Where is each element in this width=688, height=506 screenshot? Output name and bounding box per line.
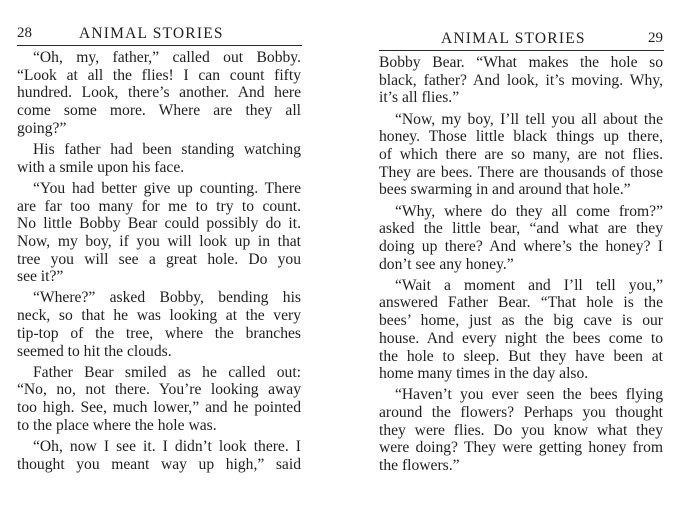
text-line: bees swarming in and around that hole.” — [379, 181, 631, 199]
text-line: were doing? They were getting honey from — [379, 439, 663, 457]
text-line: going?” — [17, 119, 67, 137]
paragraph — [379, 54, 663, 107]
text-line: home many times in the day also. — [379, 365, 589, 383]
text-line: are far too many for me to try to count. — [17, 197, 301, 215]
text-line: black, father? And look, it’s moving. Why, — [379, 71, 663, 89]
text-line: His father had been standing watching — [33, 140, 301, 158]
running-title: ANIMAL STORIES — [441, 30, 586, 47]
running-title: ANIMAL STORIES — [79, 25, 224, 42]
right-page — [344, 0, 688, 506]
text-line: see it?” — [17, 268, 64, 286]
text-line: “Wait a moment and I’ll tell you,” — [395, 276, 663, 294]
paragraph — [379, 203, 663, 274]
text-line: don’t see any honey.” — [379, 255, 514, 273]
text-line: “Why, where do they all come from?” — [395, 202, 663, 220]
paragraph — [17, 364, 301, 435]
text-line: Bobby Bear. “What makes the hole so — [379, 54, 663, 71]
page-header — [379, 30, 663, 48]
header-rule — [17, 45, 302, 46]
text-line: of which there are so many, are not flies. — [379, 145, 663, 163]
text-line: “No, no, not there. You’re looking away — [17, 381, 301, 399]
paragraph — [17, 289, 301, 360]
text-line: around the flowers? Perhaps you thought — [379, 404, 663, 422]
paragraph — [17, 49, 301, 137]
text-line: “You had better give up counting. There — [33, 179, 301, 197]
text-line: They are bees. There are thousands of those — [379, 163, 663, 181]
text-line: with a smile upon his face. — [17, 158, 185, 176]
paragraph — [17, 438, 301, 473]
text-line: neck, so that he was looking at the very — [17, 307, 301, 325]
text-line: tree you will see a great hole. Do you — [17, 250, 301, 268]
text-line: bees’ home, just as the big cave is our — [379, 312, 663, 330]
text-line: “Oh, my, father,” called out Bobby. — [33, 49, 301, 66]
text-line: house. And every night the bees come to — [379, 329, 663, 347]
text-line: “Haven’t you ever seen the bees flying — [395, 386, 663, 404]
text-line: Now, my boy, if you will look up in that — [17, 232, 301, 250]
text-line: the hole to sleep. But they have been at — [379, 347, 663, 365]
paragraph — [379, 386, 663, 474]
text-line: honey. Those little black things up there, — [379, 128, 663, 146]
text-line: “Look at all the flies! I can count fifty — [17, 66, 301, 84]
text-line: the flowers.” — [379, 457, 460, 475]
page-body — [17, 49, 301, 477]
text-line: seemed to hit the clouds. — [17, 342, 172, 360]
page-number: 29 — [648, 30, 663, 46]
text-line: hundred. Look, there’s another. And here — [17, 84, 301, 102]
header-rule — [379, 50, 664, 51]
text-line: Father Bear smiled as he called out: — [33, 363, 301, 381]
text-line: it’s all flies.” — [379, 89, 460, 107]
text-line: doing up there? And where’s the honey? I — [379, 237, 663, 255]
text-line: “Now, my boy, I’ll tell you all about the — [395, 110, 663, 128]
text-line: come some more. Where are they all — [17, 102, 301, 120]
paragraph — [17, 141, 301, 176]
text-line: asked the little bear, “and what are they — [379, 220, 663, 238]
page-number: 28 — [17, 25, 32, 41]
text-line: tip-top of the tree, where the branches — [17, 324, 301, 342]
paragraph — [379, 277, 663, 383]
text-line: thought you meant way up high,” said — [17, 455, 301, 473]
page-header — [17, 25, 301, 43]
text-line: to the place where the hole was. — [17, 416, 217, 434]
text-line: too high. See, much lower,” and he pointed — [17, 399, 301, 417]
text-line: “Oh, now I see it. I didn’t look there. I — [33, 437, 301, 455]
paragraph — [17, 180, 301, 286]
text-line: they were flies. Do you know what they — [379, 421, 663, 439]
page-body — [379, 54, 663, 478]
paragraph — [379, 111, 663, 199]
text-line: No little Bobby Bear could possibly do it. — [17, 215, 301, 233]
text-line: answered Father Bear. “That hole is the — [379, 294, 663, 312]
text-line: “Where?” asked Bobby, bending his — [33, 289, 301, 307]
